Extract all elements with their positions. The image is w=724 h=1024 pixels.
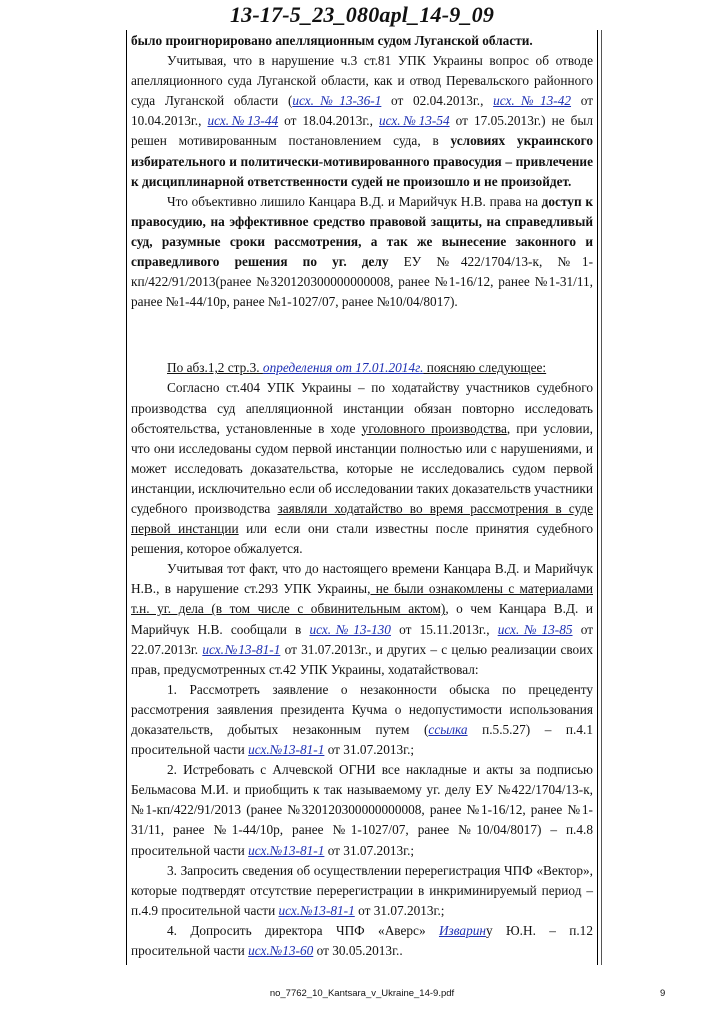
reference-link[interactable]: Изварин [438,922,486,938]
paragraph-3: Что объективно лишило Канцара В.Д. и Марийчук Н.В. права на доступ к правосудию, на эффективное средство правовой защиты, на справедливый суд, разумные сроки рассмотрения, а так же вынесение законного и справедливого решения по уг. делу ЕУ №422/1704/13-к, №1-кп/422/91/2013(ранее №320120300000000008, ранее №1-16/12, ранее №1-31/11, ранее №1-44/10р, ранее №1-1027/07, ранее №10/04/8017). [131,193,593,310]
reference-link[interactable]: ссылка [428,722,468,737]
paragraph-2: Учитывая, что в нарушение ч.3 ст.81 УПК Украины вопрос об отводе апелляционного суда Луганской области, как и отвод Перевальского районного суда Луганской области (исх.№13-36-1 от 02.04.2013г., исх.№13-42 от 10.04.2013г., исх.№13-44 от 18.04.2013г., исх.№13-54 от 17.05.2013г.) не был решен мотивированным постановлением суда, в условиях украинского избирательного и политически-мотивированного правосудия – привлечение к дисциплинарной ответственности судей не произошло и не произойдет. [131,53,594,189]
reference-link[interactable]: определения от 17.01.2014г. [262,360,424,376]
reference-link[interactable]: исх.№13-44 [207,113,279,129]
list-item: 4. Допросить директора ЧПФ «Аверс» Изварину Ю.Н. – п.12 просительной части исх.№13-60 от 30.05.2013г.. [131,922,593,959]
paragraph-1: было проигнорировано апелляционным судом Луганской области. [131,33,533,48]
section-heading: По абз.1,2 стр.3. определения от 17.01.2014г. поясняю следующее: [167,360,547,376]
right-margin-rule [597,30,598,965]
reference-link[interactable]: исх.№13-42 [493,93,572,109]
list-item: 1. Рассмотреть заявление о незаконности обыска по прецеденту рассмотрения заявления президента Кучма о недопустимости использования доказательств, добытых незаконным путем (ссылка п.5.5.27) – п.4.1 просительной части исх.№13-81-1 от 31.07.2013г.; [131,681,593,758]
reference-link[interactable]: исх.№13-85 [497,621,573,637]
page-title: 13-17-5_23_080apl_14-9_09 [229,2,495,27]
reference-link[interactable]: исх.№13-81-1 [202,641,281,657]
left-margin-rule [126,30,127,965]
reference-link[interactable]: исх.№13-60 [248,943,314,959]
reference-link[interactable]: исх.№13-54 [379,113,450,129]
list-item: 3. Запросить сведения об осуществлении перерегистрация ЧПФ «Вектор», которые подтвердят отсутствие перерегистрации в инкриминируемый период – п.4.9 просительной части исх.№13-81-1 от 31.07.2013г.; [131,862,593,918]
footer-filename: no_7762_10_Kantsara_v_Ukraine_14-9.pdf [269,988,455,999]
reference-link[interactable]: исх.№13-81-1 [248,742,325,758]
document-body [131,31,593,961]
list-item: 2. Истребовать с Алчевской ОГНИ все накладные и акты за подписью Бельмасова М.И. и приобщить к так называемому уг. делу ЕУ №422/1704/13-к, №1-кп/422/91/2013 (ранее №320120300000000008, ранее №1-16/12, ранее №1-31/11, ранее №1-44/10р, ранее №1-1027/07, ранее №10/04/8017) – п.4.8 просительной части исх.№13-81-1 от 31.07.2013г.; [131,762,593,858]
page-number: 9 [660,988,666,999]
paragraph-5: Согласно ст.404 УПК Украины – по ходатайству участников судебного производства суд апелляционной инстанции обязан повторно исследовать обстоятельства, установленные в ходе уголовного производства, при условии, что они исследованы судом первой инстанции полностью или с нарушениями, и может исследовать доказательства, которые не исследовались судом первой инстанции, исключительно если об исследовании таких доказательств участники судебного производства заявляли ходатайство во время рассмотрения в суде первой инстанции или если они стали известны после принятия судебного решения, которое обжалуется. [131,380,593,557]
reference-link[interactable]: исх.№13-36-1 [292,93,382,109]
paragraph-6: Учитывая тот факт, что до настоящего времени Канцара В.Д. и Марийчук Н.В., в нарушение ст.293 УПК Украины, не были ознакомлены с материалами т.н. уг. дела (в том числе с обвинительным актом), о чем Канцара В.Д. и Марийчук Н.В. сообщали в исх.№13-130 от 15.11.2013г., исх.№13-85 от 22.07.2013г. исх.№13-81-1 от 31.07.2013г., и других – с целью реализации своих прав, предусмотренных ст.42 УПК Украины, ходатайствовал: [131,561,593,677]
right-margin-rule-outer [601,30,602,965]
reference-link[interactable]: исх.№13-130 [309,621,391,637]
reference-link[interactable]: исх.№13-81-1 [248,842,325,858]
reference-link[interactable]: исх.№13-81-1 [278,902,355,918]
